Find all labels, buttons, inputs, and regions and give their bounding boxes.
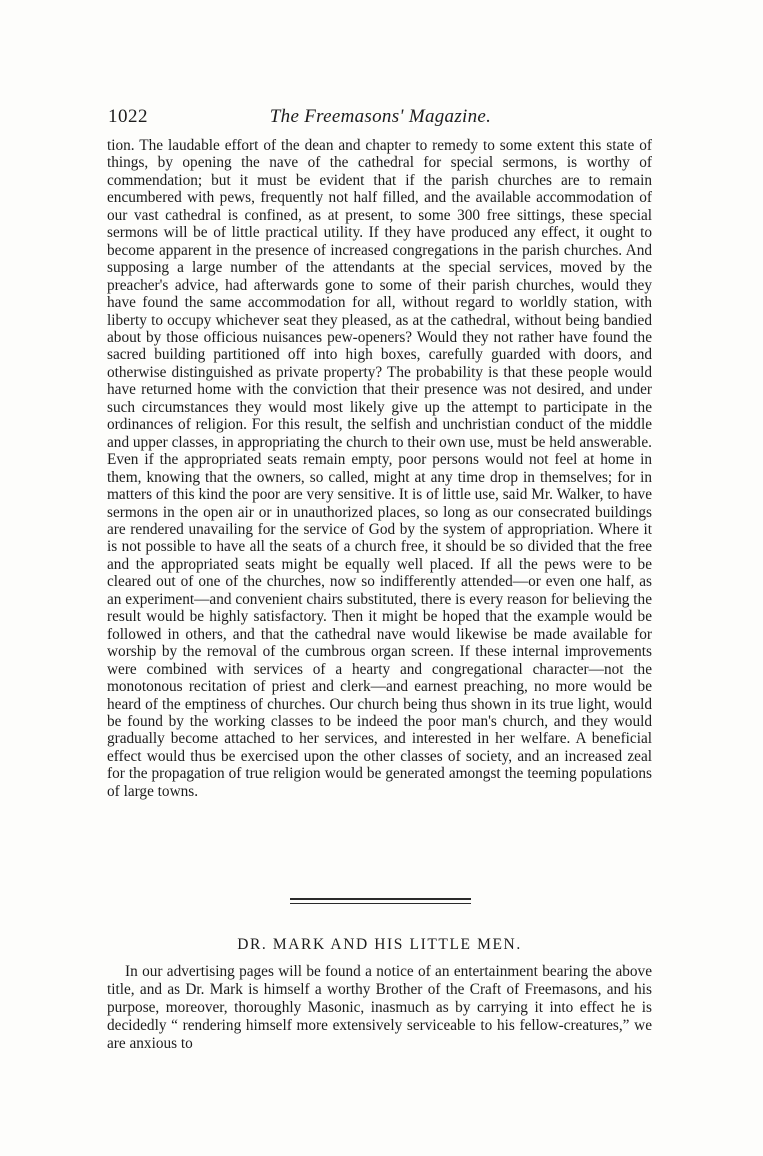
article-body: [107, 137, 652, 800]
article-paragraph: tion. The laudable effort of the dean and chapter to remedy to some extent this state of things, by opening the nave of the cathedral for special sermons, is worthy of commendation; but it must be evident that if the parish churches are to remain encumbered with pews, frequently not half filled, and the available accommodation of our vast cathedral is confined, as at present, to some 300 free sittings, these special sermons will be of little practical utility. If they have produced any effect, it ought to become apparent in the presence of increased congregations in the parish churches. And supposing a large number of the attendants at the special services, moved by the preacher's advice, had afterwards gone to some of their parish churches, would they have found the same accommodation for all, without regard to worldly station, with liberty to occupy whichever seat they pleased, as at the cathedral, without being bandied about by those officious nuisances pew-openers? Would they not rather have found the sacred building partitioned off into high boxes, carefully guarded with doors, and otherwise distinguished as private property? The probability is that these people would have returned home with the conviction that their presence was not desired, and under such circumstances they would most likely give up the attempt to participate in the ordinances of religion. For this result, the selfish and unchristian conduct of the middle and upper classes, in appropriating the church to their own use, must be held answerable. Even if the appropriated seats remain empty, poor persons would not feel at home in them, knowing that the owners, so called, might at any time drop in themselves; for in matters of this kind the poor are very sensitive. It is of little use, said Mr. Walker, to have sermons in the open air or in unauthorized places, so long as our consecrated buildings are rendered unavailing for the service of God by the system of appropriation. Where it is not possible to have all the seats of a church free, it should be so divided that the free and the appropriated seats might be equally well placed. If all the pews were to be cleared out of one of the churches, now so indifferently attended—or even one half, as an experiment—and convenient chairs substituted, there is every reason for believing the result would be highly satisfactory. Then it might be hoped that the example would be followed in others, and that the cathedral nave would likewise be made available for worship by the removal of the cumbrous organ screen. If these internal improvements were combined with services of a hearty and congregational character—not the monotonous recitation of priest and clerk—and earnest preaching, no more would be heard of the emptiness of churches. Our church being thus shown in its true light, would be found by the working classes to be indeed the poor man's church, and they would gradually become attached to her services, and interested in her welfare. A beneficial effect would thus be exercised upon the other classes of society, and an increased zeal for the propagation of true religion would be generated amongst the teeming populations of large towns.: [107, 137, 653, 800]
divider-rule-top: [290, 898, 471, 900]
next-article-paragraph: In our advertising pages will be found a notice of an entertainment bearing the above title, and as Dr. Mark is himself a worthy Brother of the Craft of Freemasons, and his purpose, moreover, thoroughly Masonic, inasmuch as by carrying it into effect he is decidedly “ rendering himself more extensively serviceable to his fellow-creatures,” we are anxious to: [107, 963, 652, 1052]
divider-rule-bottom: [290, 903, 471, 904]
page-header: [108, 106, 653, 130]
page-number: 1022: [108, 106, 148, 127]
section-divider: [290, 898, 471, 908]
running-title: The Freemasons' Magazine.: [269, 106, 492, 127]
next-article-title: DR. MARK AND HIS LITTLE MEN.: [237, 936, 522, 953]
next-article-body: [107, 963, 652, 1053]
